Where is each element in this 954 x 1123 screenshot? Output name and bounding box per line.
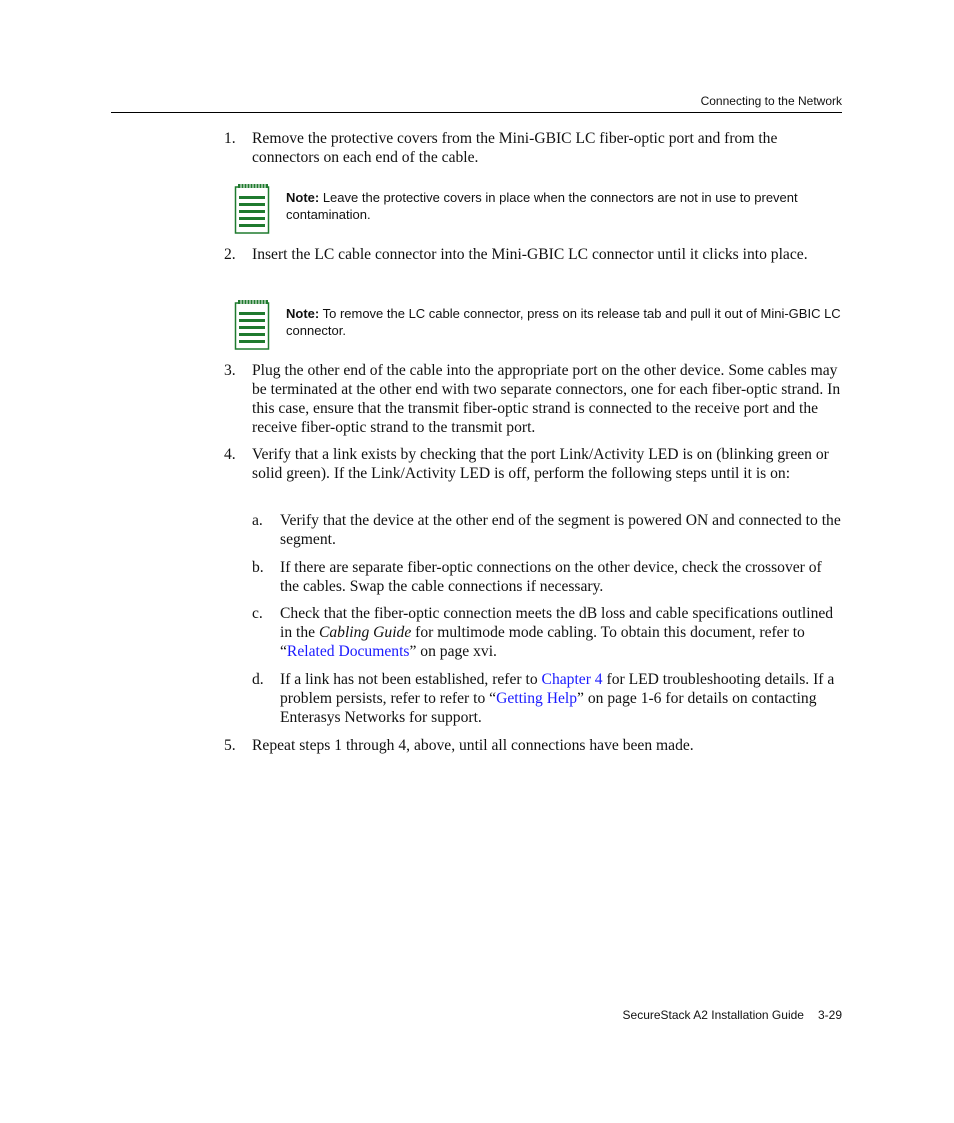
step-number: 1. bbox=[224, 130, 236, 147]
step-4 bbox=[224, 445, 844, 483]
step-text: Insert the LC cable connector into the Mini-GBIC LC connector until it clicks into place. bbox=[252, 246, 808, 263]
text-run: If a link has not been established, refer to bbox=[280, 671, 542, 688]
notepad-icon bbox=[234, 183, 270, 235]
note-2 bbox=[234, 299, 844, 351]
step-text: Plug the other end of the cable into the appropriate port on the other device. Some cables may be terminated at the other end with two separate connectors, one for each fiber-optic strand. In this case, ensure that the transmit fiber-optic strand is connected to the receive port and the receive fiber-optic strand to the transmit port. bbox=[252, 362, 841, 436]
text-run: ” on page 1-6 for details on contacting Enterasys Networks for support. bbox=[280, 690, 817, 726]
substep-letter: a. bbox=[252, 512, 263, 529]
step-number: 4. bbox=[224, 446, 236, 463]
chapter-4-link[interactable]: Chapter 4 bbox=[541, 671, 603, 688]
substep-text: If there are separate fiber-optic connections on the other device, check the crossover of the cables. Swap the cable connections if necessary. bbox=[280, 559, 822, 595]
step-number: 3. bbox=[224, 362, 236, 379]
running-header: Connecting to the Network bbox=[700, 94, 842, 108]
substep-letter: d. bbox=[252, 671, 264, 688]
note-text bbox=[286, 305, 846, 339]
related-documents-link[interactable]: Related Documents bbox=[286, 643, 410, 660]
step-number: 5. bbox=[224, 737, 236, 754]
step-text: Repeat steps 1 through 4, above, until all connections have been made. bbox=[252, 737, 694, 754]
substep-text bbox=[280, 670, 842, 727]
text-run: for multimode mode cabling. To obtain this document, refer to “ bbox=[280, 624, 805, 660]
step-text: Verify that a link exists by checking that the port Link/Activity LED is on (blinking green or solid green). If the Link/Activity LED is off, perform the following steps until it is on: bbox=[252, 446, 829, 482]
text-run: Check that the fiber-optic connection meets the dB loss and cable specifications outlined in the bbox=[280, 605, 834, 641]
substep-letter: b. bbox=[252, 559, 264, 576]
text-run: for LED troubleshooting details. If a problem persists, refer to refer to “ bbox=[280, 671, 835, 707]
note-label: Note: bbox=[286, 190, 320, 205]
substep-d bbox=[252, 670, 842, 727]
page-number: 3-29 bbox=[817, 1008, 842, 1022]
footer-title: SecureStack A2 Installation Guide bbox=[622, 1008, 804, 1022]
step-number: 2. bbox=[224, 246, 236, 263]
note-label: Note: bbox=[286, 306, 320, 321]
step-1 bbox=[224, 129, 844, 167]
note-text bbox=[286, 189, 846, 223]
substep-a bbox=[252, 511, 842, 549]
header-rule bbox=[111, 112, 842, 113]
step-3 bbox=[224, 361, 844, 437]
notepad-icon bbox=[234, 299, 270, 351]
substep-text bbox=[280, 604, 842, 661]
note-body: Leave the protective covers in place when the connectors are not in use to prevent contamination. bbox=[286, 190, 798, 222]
cabling-guide-title: Cabling Guide bbox=[318, 624, 412, 641]
note-body: To remove the LC cable connector, press on its release tab and pull it out of Mini-GBIC LC connector. bbox=[286, 306, 841, 338]
substep-c bbox=[252, 604, 842, 661]
step-2 bbox=[224, 245, 844, 264]
step-5 bbox=[224, 736, 844, 755]
substep-text: Verify that the device at the other end of the segment is powered ON and connected to the segment. bbox=[280, 512, 841, 548]
getting-help-link[interactable]: Getting Help bbox=[496, 690, 578, 707]
text-run: ” on page xvi. bbox=[409, 643, 497, 660]
step-text: Remove the protective covers from the Mini-GBIC LC fiber-optic port and from the connectors on each end of the cable. bbox=[252, 130, 778, 166]
note-1 bbox=[234, 183, 844, 235]
substep-letter: c. bbox=[252, 605, 263, 622]
substep-b bbox=[252, 558, 842, 596]
page-footer bbox=[623, 1008, 842, 1022]
